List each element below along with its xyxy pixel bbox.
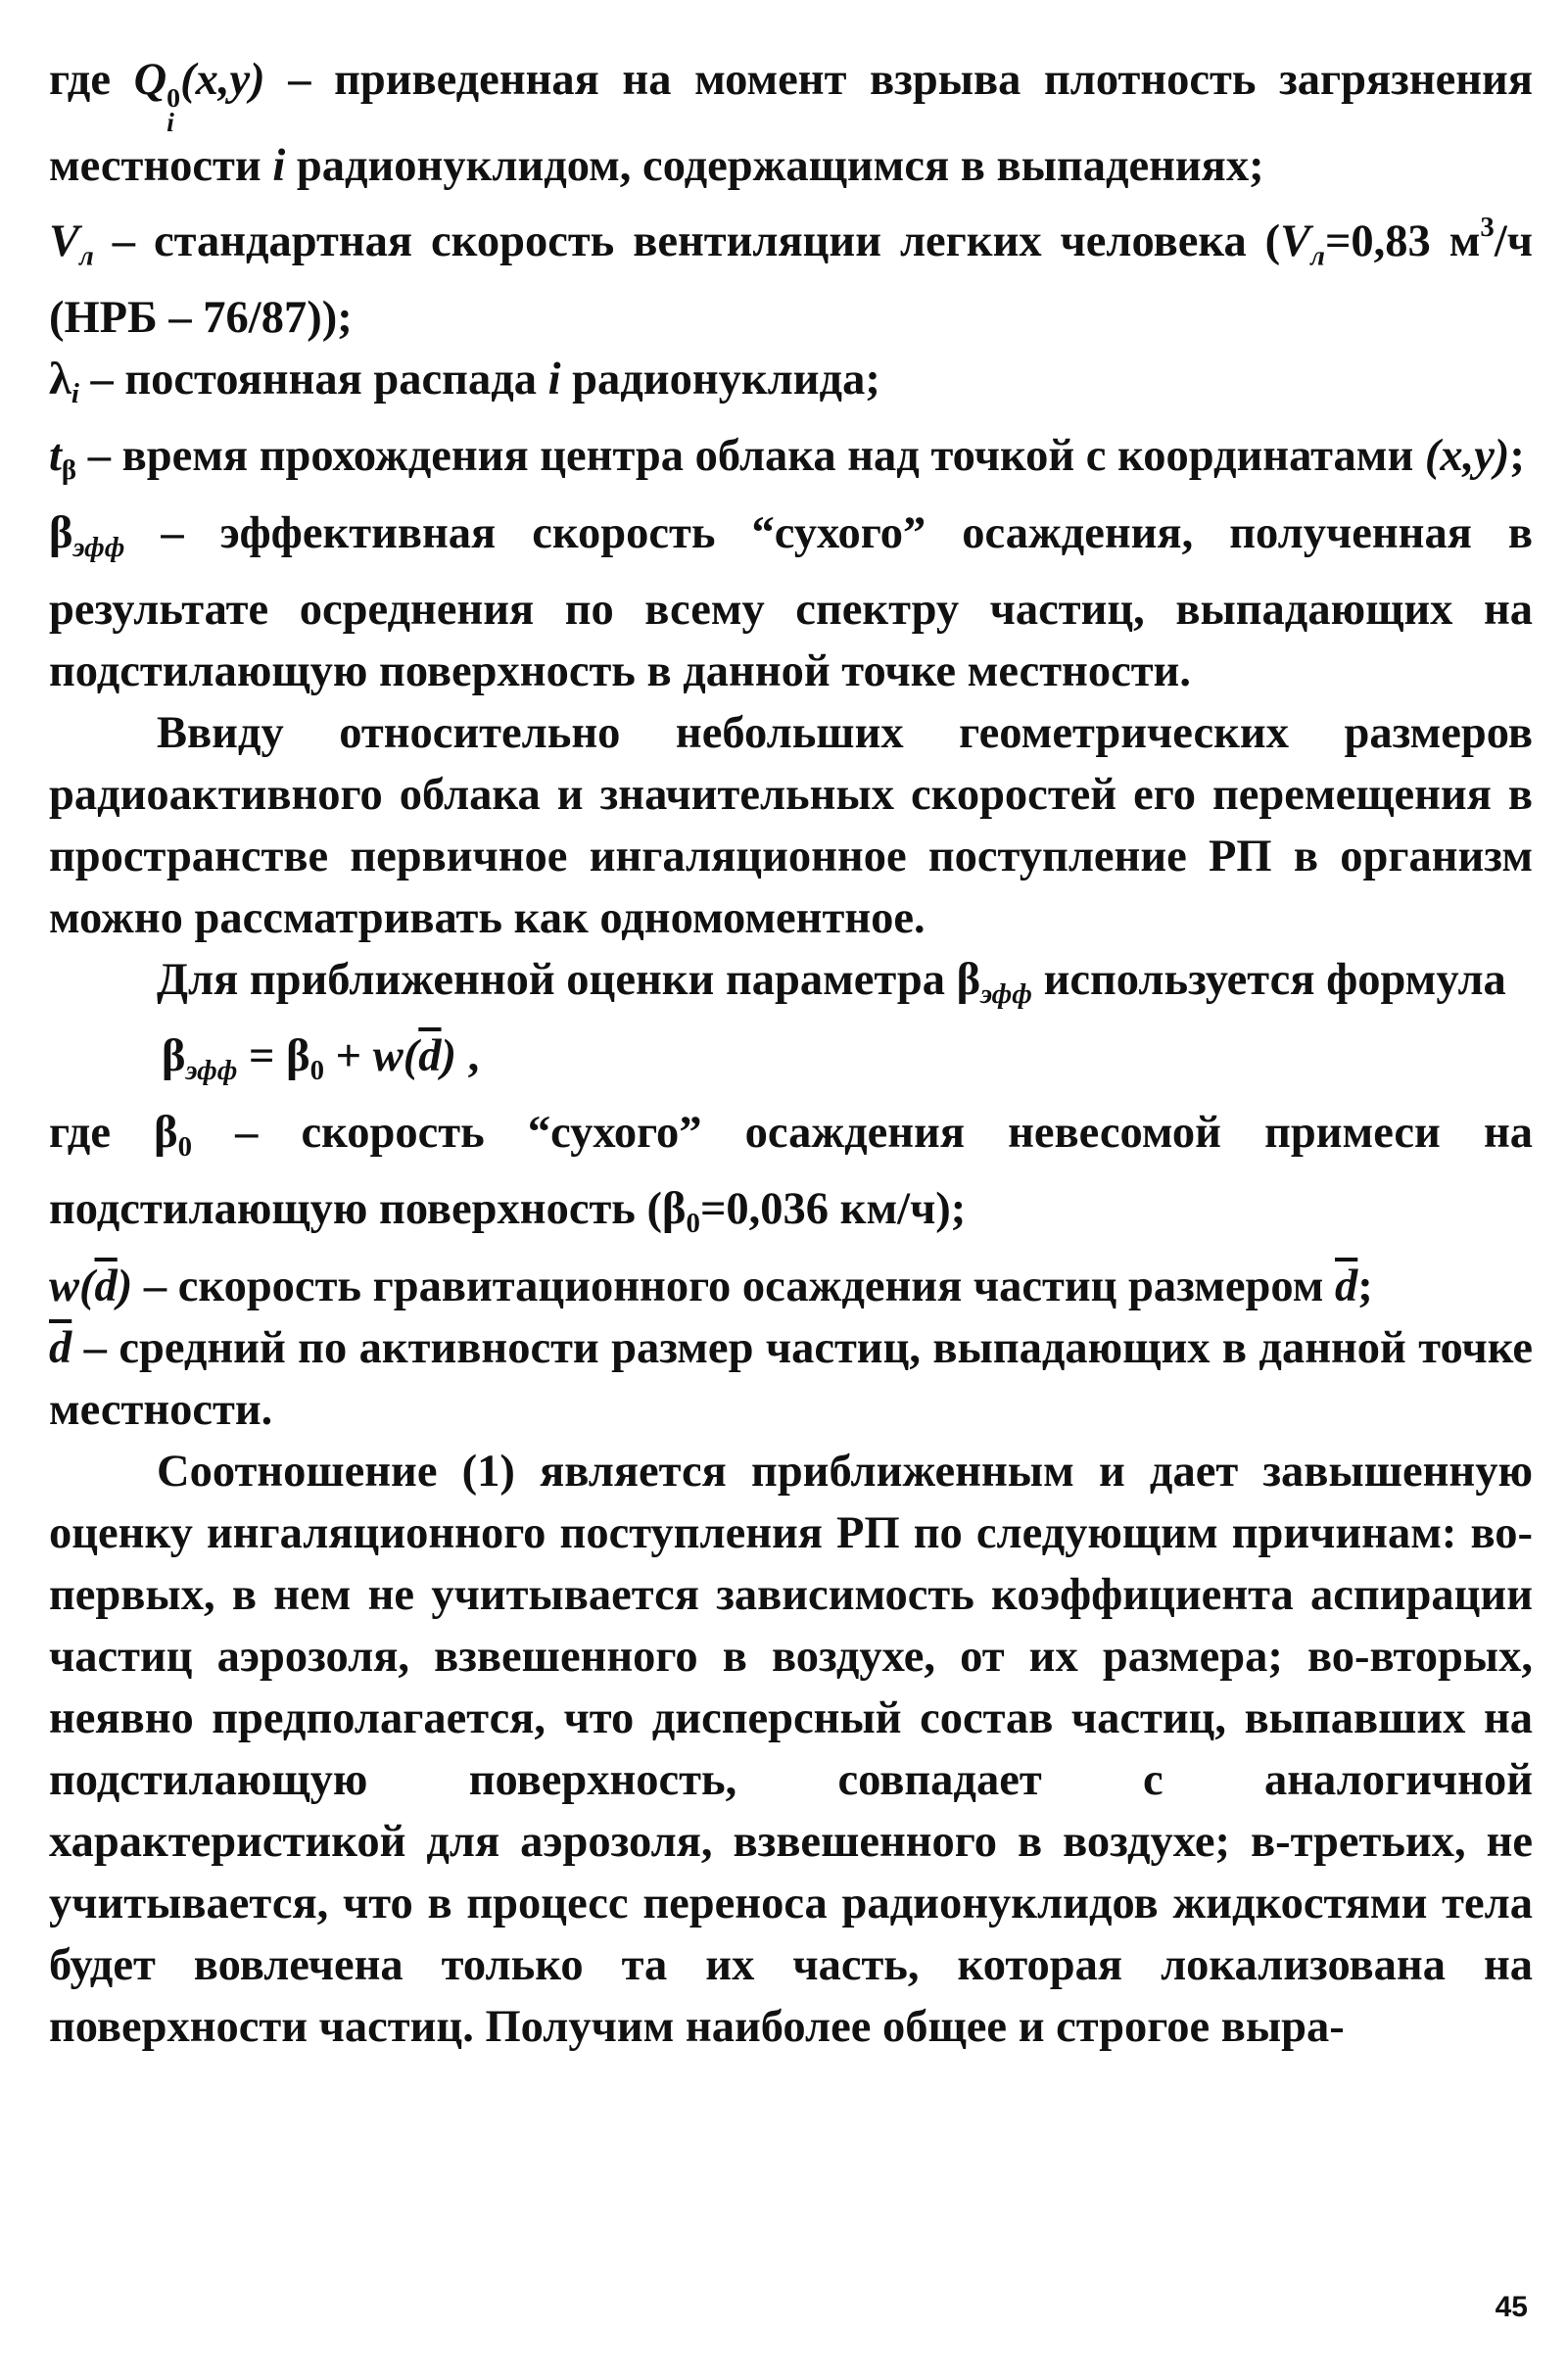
definition-beta0: где β0 – скорость “сухого” осаждения невесомой примеси на подстилающую поверхность (β0=0,036 км/ч); [49,1108,1533,1240]
page-number: 45 [1495,2291,1528,2323]
formula-beta: $\beta_{эфф} = \beta 0 + w(\overline{d})$ , [162,1031,480,1087]
body-text [49,49,1533,2058]
definition-w: $w(\overline{d})$ – скорость гравитационного осаждения частиц размером $\overline{d}$; [49,1261,1373,1311]
paragraph-1: Ввиду относительно небольших геометрических размеров радиоактивного облака и значительных скоростей его перемещения в пространстве первичное ингаляционное поступление РП в организм можно рассматривать как одномоментное. [49,707,1533,943]
definition-lambda: $\lambda_i$ – постоянная распада i радионуклида; [49,355,880,410]
paragraph-2: Для приближенной оценки параметра $\beta_{эфф}$ используется формула [157,954,1506,1011]
paragraph-3: Соотношение (1) является приближенным и дает завышенную оценку ингаляционного поступления РП по следующим причинам: во-первых, в нем не учитывается зависимость коэффициента аспирации частиц аэрозоля, взвешенного в воздухе, от их размера; во-вторых, неявно предполагается, что дисперсный состав частиц, выпавших на подстилающую поверхность, совпадает с аналогичной характеристикой для аэрозоля, взвешенного в воздухе; в-третьих, не учитывается, что в процесс переноса радионуклидов жидкостями тела будет вовлечена только та их часть, которая локализована на поверхности частиц. Получим наиболее общее и строгое выра- [49,1446,1533,2052]
definition-d: $\overline{d}$ – средний по активности размер частиц, выпадающих в данной точке местности. [49,1322,1533,1435]
definition-q: где Q 0 i (x,y) – приведенная на момент взрыва плотность загрязнения местности i радионуклидом, содержащимся в выпадениях; [49,55,1533,191]
definition-t: tβ – время прохождения центра облака над точкой с координатами (x,y); [49,431,1525,487]
definition-v: $V_л$ – стандартная скорость вентиляции легких человека ($V_л=0,83$ $м^3/ч$ (НРБ – 76/87)); [49,211,1533,344]
definition-beta: $\beta_{эфф}$ – эффективная скорость “сухого” осаждения, полученная в результате осреднения по всему спектру частиц, выпадающих на подстилающую поверхность в данной точке местности. [49,507,1533,696]
